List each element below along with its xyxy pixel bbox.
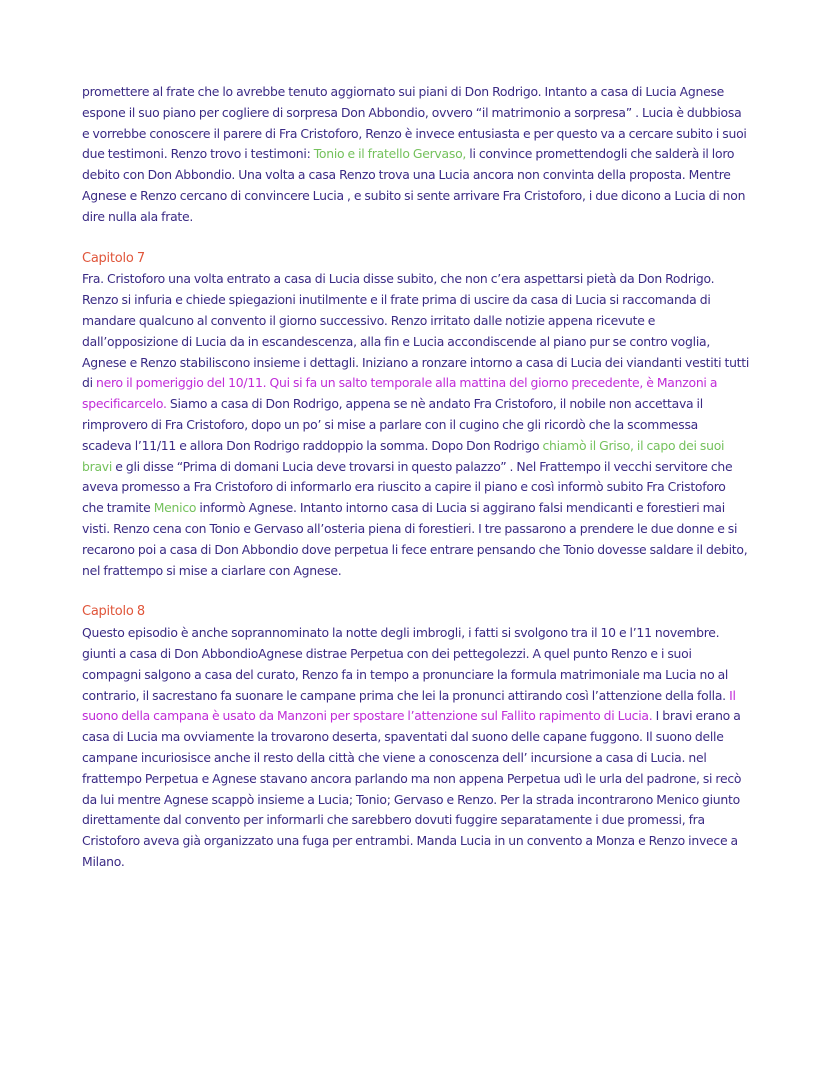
highlight-magenta: nero il pomeriggio del 10/11. Qui si fa un salto temporale alla mattina del giorno precedente, è Manzoni a specificarcelo.	[82, 375, 718, 412]
chapter-7-paragraph: Fra. Cristoforo una volta entrato a casa di Lucia disse subito, che non c’era aspettarsi pietà da Don Rodrigo. Renzo si infuria e chiede spiegazioni inutilmente e il frate prima di uscire da casa di Lucia si raccomanda di mandare qualcuno al convento il giorno successivo. Renzo irritato dalle notizie appena ricevute e dall’opposizione di Lucia da in escandescenza, alla fin e Lucia accondiscende al piano pur se contro voglia, Agnese e Renzo stabiliscono insieme i dettagli. Iniziano a ronzare intorno a casa di Lucia dei viandanti vestiti tutti di nero il pomeriggio del 10/11. Qui si fa un salto temporale alla mattina del giorno precedente, è Manzoni a specificarcelo. Siamo a casa di Don Rodrigo, appena se nè andato Fra Cristoforo, il nobile non accettava il rimprovero di Fra Cristoforo, dopo un po’ si mise a parlare con il cugino che gli ricordò che la scommessa scadeva l’11/11 e allora Don Rodrigo raddoppio la somma. Dopo Don Rodrigo chiamò il Griso, il capo dei suoi bravi e gli disse “Prima di domani Lucia deve trovarsi in questo palazzo” . Nel Frattempo il vecchi servitore che aveva promesso a Fra Cristoforo di informarlo era riuscito a capire il piano e così informò subito Fra Cristoforo che tramite Menico informò Agnese. Intanto intorno casa di Lucia si aggirano falsi mendicanti e forestieri mai visti. Renzo cena con Tonio e Gervaso all’osteria piena di forestieri. I tre passarono a prendere le due donne e si recarono poi a casa di Don Abbondio dove perpetua li fece entrare pensando che Tonio dovesse saldare il debito, nel frattempo si mise a ciarlare con Agnese.	[82, 271, 750, 578]
intro-paragraph: promettere al frate che lo avrebbe tenuto aggiornato sui piani di Don Rodrigo. Intanto a casa di Lucia Agnese espone il suo piano per cogliere di sorpresa Don Abbondio, ovvero “il matrimonio a sorpresa” . Lucia è dubbiosa e vorrebbe conoscere il parere di Fra Cristoforo, Renzo è invece entusiasta e per questo va a cercare subito i suoi due testimoni. Renzo trovo i testimoni: Tonio e il fratello Gervaso, li convince promettendogli che salderà il loro debito con Don Abbondio. Una volta a casa Renzo trova una Lucia ancora non convinta della proposta. Mentre Agnese e Renzo cercano di convincere Lucia , e subito si sente arrivare Fra Cristoforo, i due dicono a Lucia di non dire nulla ala frate.	[82, 84, 747, 224]
highlight-magenta: Il suono della campana è usato da Manzoni per spostare l’attenzione sul Fallito rapimento di Lucia.	[82, 687, 736, 724]
chapter-8-paragraph: Questo episodio è anche soprannominato la notte degli imbrogli, i fatti si svolgono tra il 10 e l’11 novembre. giunti a casa di Don AbbondioAgnese distrae Perpetua con dei pettegolezzi. A quel punto Renzo e i suoi compagni salgono a casa del curato, Renzo fa in tempo a pronunciare la formula matrimoniale ma Lucia no al contrario, il sacrestano fa suonare le campane prima che lei la pronunci attirando così l’attenzione della folla. Il suono della campana è usato da Manzoni per spostare l’attenzione sul Fallito rapimento di Lucia. I bravi erano a casa di Lucia ma ovviamente la trovarono deserta, spaventati dal suono delle capane fuggono. Il suono delle campane incuriosisce anche il resto della città che viene a conoscenza dell’ incursione a casa di Lucia. nel frattempo Perpetua e Agnese stavano ancora parlando ma non appena Perpetua udì le urla del padrone, si recò da lui mentre Agnese scappò insieme a Lucia; Tonio; Gervaso e Renzo. Per la strada incontrarono Menico giunto direttamente dal convento per informarli che sarebbero dovuti fuggire separatamente i due promessi, fra Cristoforo aveva già organizzato una fuga per entrambi. Manda Lucia in un convento a Monza e Renzo invece a Milano.	[82, 625, 742, 869]
highlight-green: Menico	[153, 500, 197, 516]
chapter-8-heading: Capitolo 8	[82, 604, 145, 620]
highlight-green: chiamò il Griso, il capo dei suoi bravi	[82, 437, 725, 474]
highlight-green: Tonio e il fratello Gervaso,	[313, 146, 467, 162]
document-body	[82, 82, 750, 873]
chapter-7-heading: Capitolo 7	[82, 250, 145, 266]
